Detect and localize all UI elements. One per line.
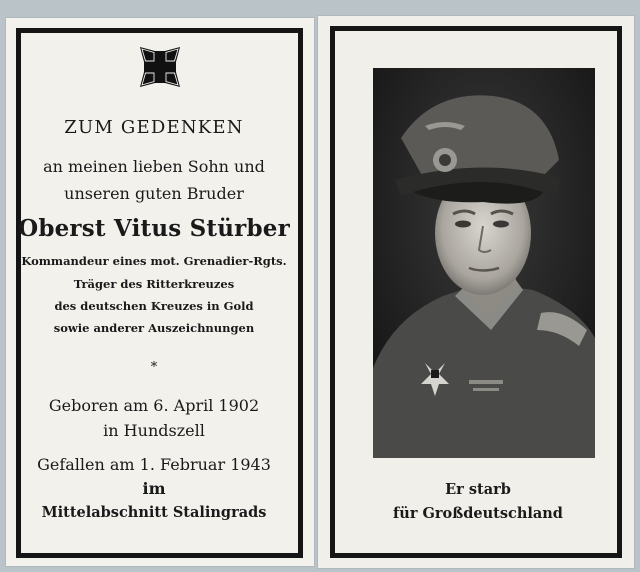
caption-line-2: für Großdeutschland [393, 505, 563, 522]
dedication-line-2: unseren guten Bruder [64, 184, 244, 203]
death-place: Mittelabschnitt Stalingrads [41, 504, 267, 521]
death-place-prefix: im [142, 479, 166, 498]
portrait-photo [373, 68, 595, 458]
deceased-name: Oberst Vitus Stürber [18, 215, 290, 242]
rank-line-3: des deutschen Kreuzes in Gold [54, 299, 254, 313]
asterisk-divider: * [150, 360, 158, 375]
dedication-line-1: an meinen lieben Sohn und [43, 157, 265, 176]
birth-place: in Hundszell [103, 421, 205, 440]
birth-date: Geboren am 6. April 1902 [48, 396, 260, 415]
rank-line-1: Kommandeur eines mot. Grenadier-Rgts. [21, 254, 287, 268]
caption-line-1: Er starb [445, 481, 511, 498]
rank-line-2: Träger des Ritterkreuzes [73, 277, 235, 291]
death-date: Gefallen am 1. Februar 1943 [37, 455, 271, 474]
rank-line-4: sowie anderer Auszeichnungen [53, 321, 255, 335]
memorial-title: ZUM GEDENKEN [64, 117, 244, 138]
iron-cross-icon [138, 45, 182, 89]
